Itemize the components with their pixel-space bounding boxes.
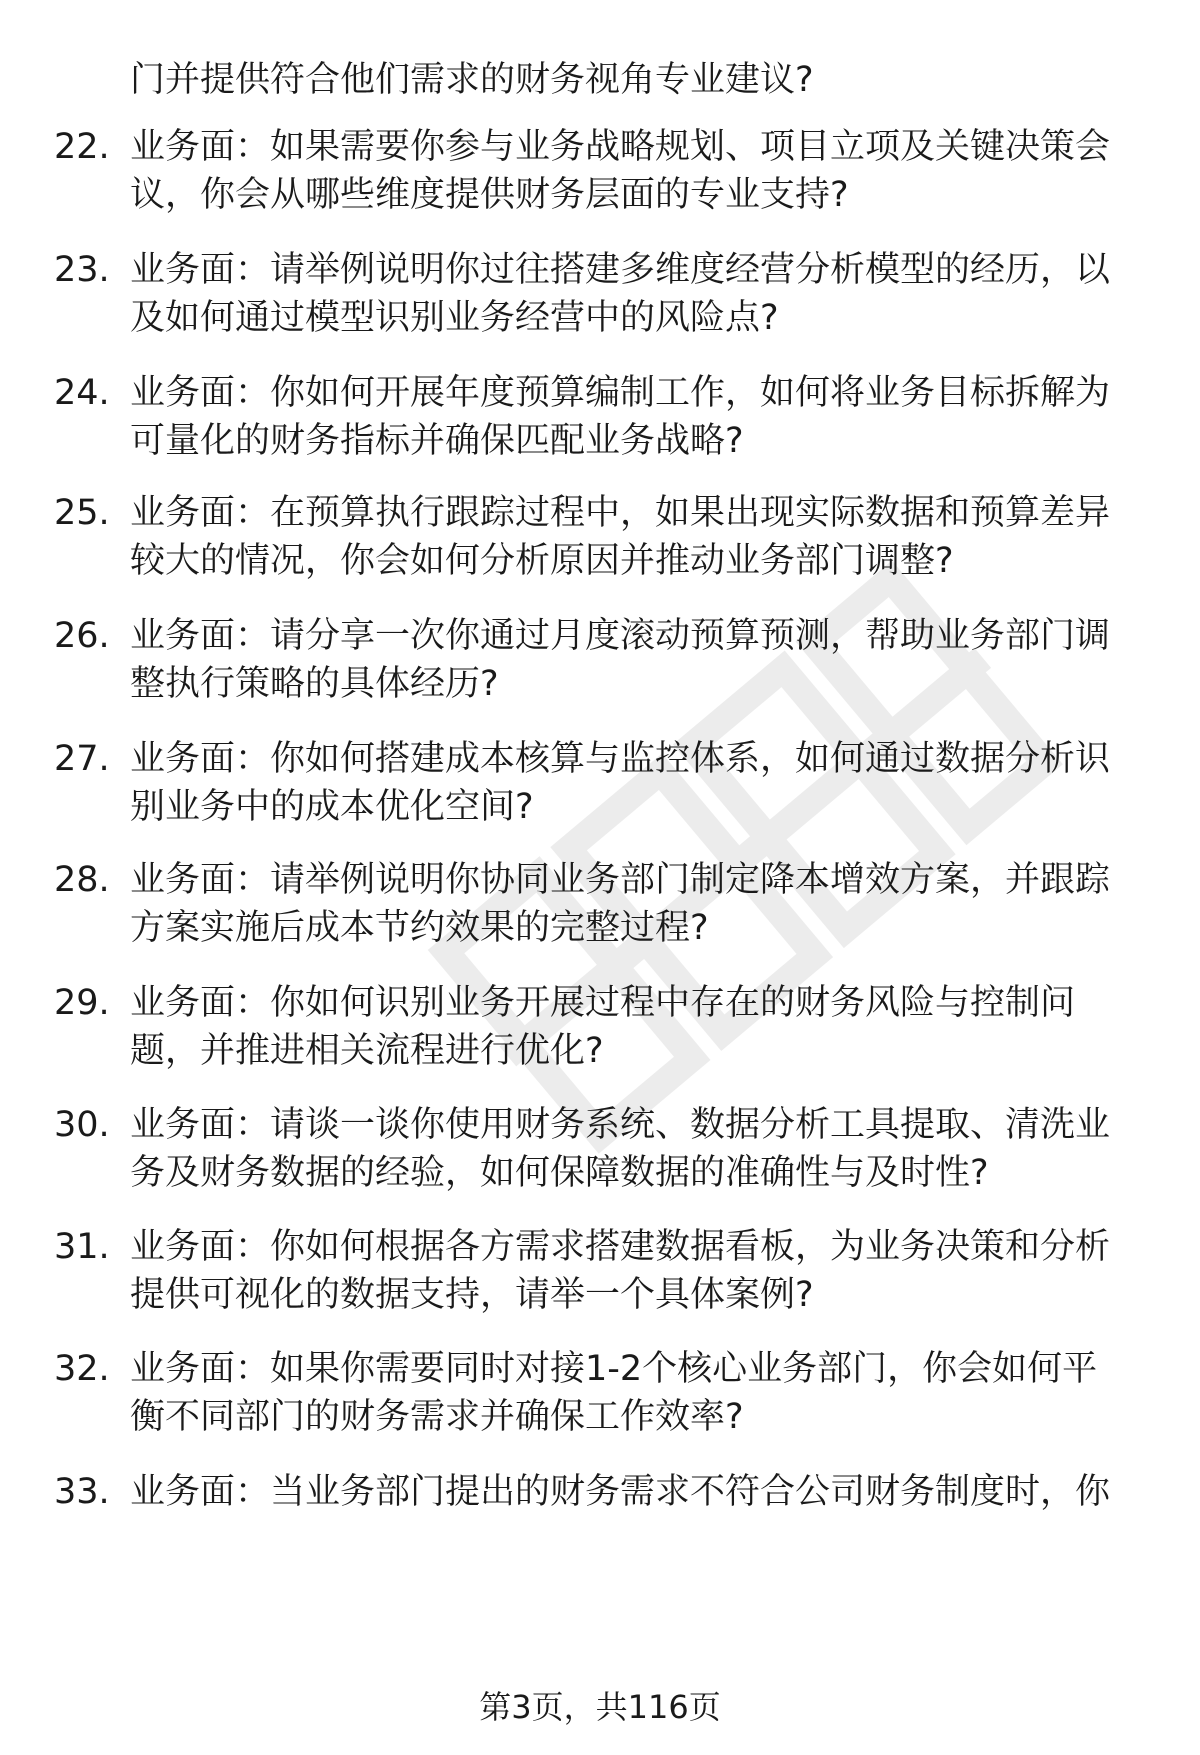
question-number: 28. — [54, 860, 110, 900]
question-text — [130, 489, 1140, 585]
question-number: 25. — [54, 493, 110, 533]
question-text — [130, 1468, 1140, 1516]
question-text — [130, 612, 1140, 708]
question-line: 议，你会从哪些维度提供财务层面的专业支持? — [130, 175, 849, 215]
question-line: 业务面：请分享一次你通过月度滚动预算预测，帮助业务部门调 — [130, 616, 1111, 656]
question-text — [130, 1223, 1140, 1319]
question-line: 业务面：你如何搭建成本核算与监控体系，如何通过数据分析识 — [130, 739, 1111, 779]
question-number: 33. — [54, 1472, 110, 1512]
question-line: 及如何通过模型识别业务经营中的风险点? — [130, 298, 779, 338]
page-footer: 第3页，共116页 — [479, 1688, 721, 1726]
question-text — [130, 856, 1140, 952]
question-number: 31. — [54, 1227, 110, 1267]
question-number: 29. — [54, 983, 110, 1023]
question-text — [130, 1101, 1140, 1197]
question-text — [130, 735, 1140, 831]
question-number: 22. — [54, 127, 110, 167]
question-text — [130, 1345, 1140, 1441]
question-number: 26. — [54, 616, 110, 656]
question-line: 业务面：在预算执行跟踪过程中，如果出现实际数据和预算差异 — [130, 493, 1111, 533]
question-line: 业务面：你如何根据各方需求搭建数据看板，为业务决策和分析 — [130, 1227, 1111, 1267]
question-line: 较大的情况，你会如何分析原因并推动业务部门调整? — [130, 541, 954, 581]
question-text — [130, 979, 1140, 1075]
question-text — [130, 123, 1140, 219]
question-line: 衡不同部门的财务需求并确保工作效率? — [130, 1397, 744, 1437]
question-line: 业务面：请举例说明你过往搭建多维度经营分析模型的经历，以 — [130, 250, 1111, 290]
question-line: 别业务中的成本优化空间? — [130, 787, 534, 827]
question-line: 业务面：如果你需要同时对接1-2个核心业务部门，你会如何平 — [130, 1349, 1098, 1389]
question-line: 业务面：你如何识别业务开展过程中存在的财务风险与控制问 — [130, 983, 1076, 1023]
question-number: 23. — [54, 250, 110, 290]
question-line: 业务面：你如何开展年度预算编制工作，如何将业务目标拆解为 — [130, 373, 1111, 413]
question-line: 提供可视化的数据支持，请举一个具体案例? — [130, 1275, 814, 1315]
question-text — [130, 246, 1140, 342]
question-line: 业务面：请谈一谈你使用财务系统、数据分析工具提取、清洗业 — [130, 1105, 1111, 1145]
question-line: 方案实施后成本节约效果的完整过程? — [130, 908, 709, 948]
question-line: 整执行策略的具体经历? — [130, 664, 499, 704]
question-number: 24. — [54, 373, 110, 413]
question-line: 业务面：当业务部门提出的财务需求不符合公司财务制度时，你 — [130, 1472, 1111, 1512]
question-number: 30. — [54, 1105, 110, 1145]
question-text — [130, 369, 1140, 465]
question-number: 27. — [54, 739, 110, 779]
question-number: 32. — [54, 1349, 110, 1389]
question-line: 题，并推进相关流程进行优化? — [130, 1031, 604, 1071]
question-line: 可量化的财务指标并确保匹配业务战略? — [130, 421, 744, 461]
question-line: 业务面：请举例说明你协同业务部门制定降本增效方案，并跟踪 — [130, 860, 1111, 900]
continuation-text: 门并提供符合他们需求的财务视角专业建议? — [130, 60, 814, 100]
question-line: 业务面：如果需要你参与业务战略规划、项目立项及关键决策会 — [130, 127, 1111, 167]
question-line: 务及财务数据的经验，如何保障数据的准确性与及时性? — [130, 1153, 989, 1193]
